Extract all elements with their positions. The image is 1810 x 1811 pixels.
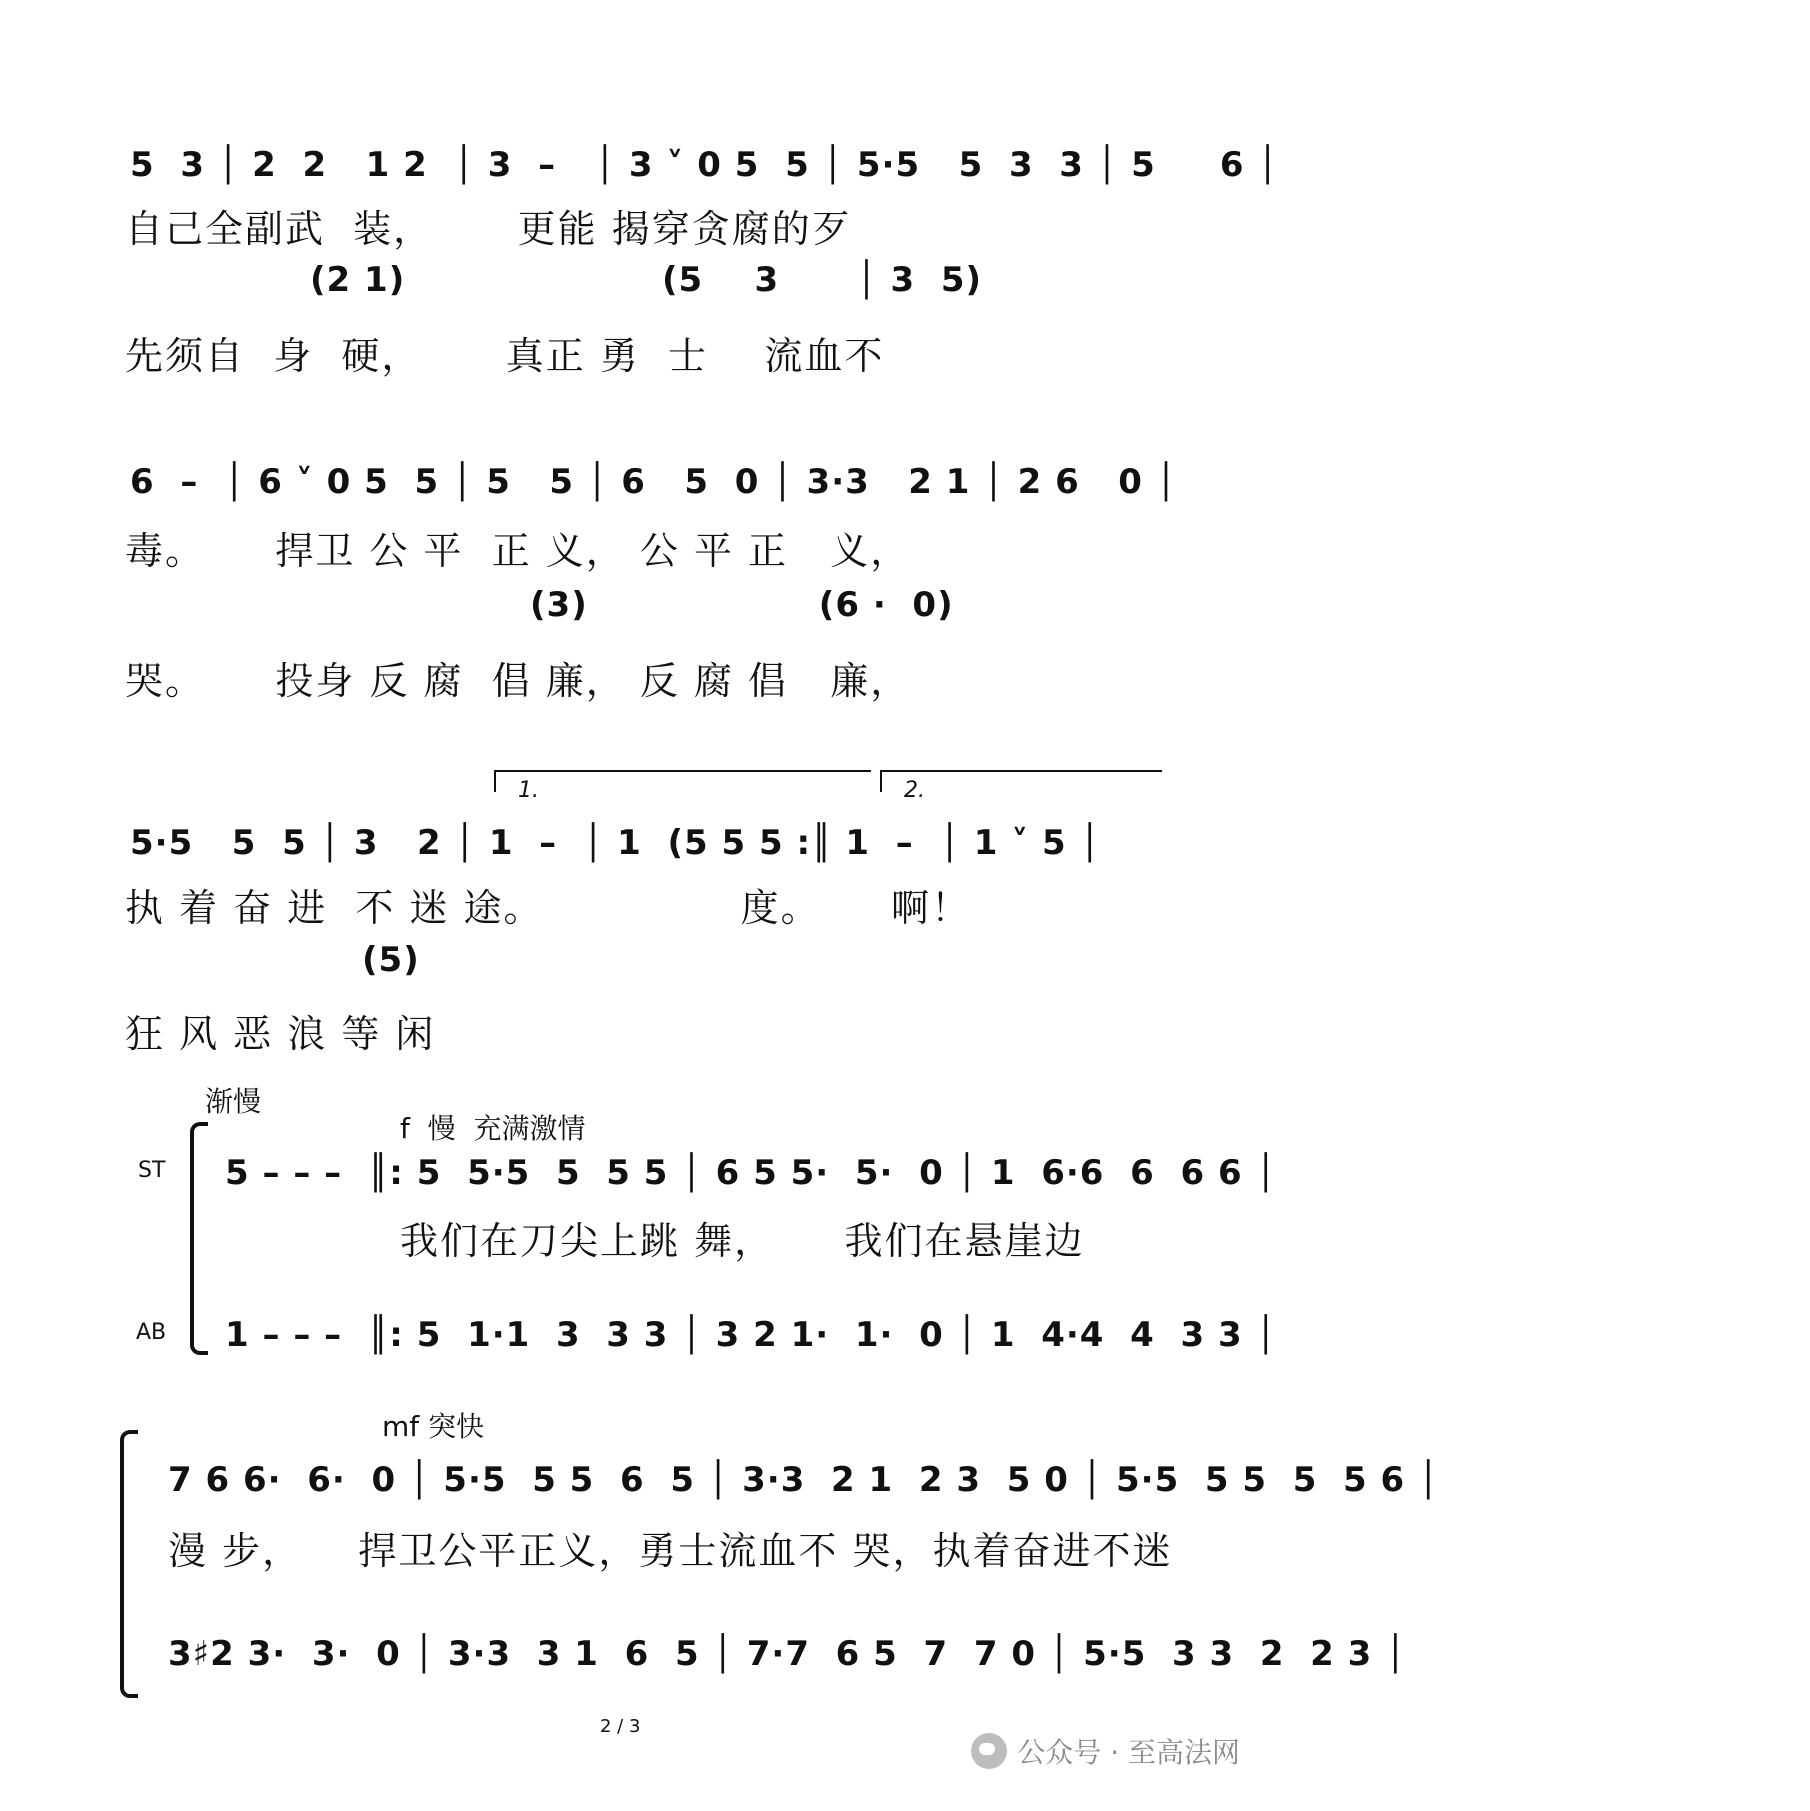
score-line-l3-paren: (5) <box>362 940 420 980</box>
score-line-tempo2: mf 突快 <box>382 1410 485 1443</box>
score-line-l2-notes: 6 – │ 6 ˅ 0 5 5 │ 5 5 │ 6 5 0 │ 3·3 2 1 │ 2 6 0 │ <box>130 462 1178 502</box>
watermark-text: 公众号 · 至高法网 <box>1017 1736 1240 1769</box>
page-number: 2 / 3 <box>600 1716 641 1737</box>
second-ending-bracket: 2. <box>880 770 1162 792</box>
score-line-a2-notes: 3♯2 3· 3· 0 │ 3·3 3 1 6 5 │ 7·7 6 5 7 7 0 │ 5·5 3 3 2 2 3 │ <box>168 1634 1407 1674</box>
score-line-st-label: ST <box>138 1158 166 1183</box>
wechat-icon <box>971 1733 1007 1769</box>
score-line-l1-lyr1: 自己全副武 装， 更能 揭穿贪腐的歹 <box>125 207 852 251</box>
score-line-l2-lyr1: 毒。 捍卫 公 平 正 义， 公 平 正 义， <box>125 529 911 573</box>
score-line-tempo1: f 慢 充满激情 <box>400 1112 586 1145</box>
score-line-l1-notes: 5 3 │ 2 2 1 2 │ 3 – │ 3 ˅ 0 5 5 │ 5·5 5 3 3 │ 5 6 │ <box>130 145 1279 185</box>
system-bracket <box>190 1122 208 1355</box>
score-line-s2-notes: 7 6 6· 6· 0 │ 5·5 5 5 6 5 │ 3·3 2 1 2 3 5 0 │ 5·5 5 5 5 5 6 │ <box>168 1460 1440 1500</box>
score-line-st-notes: 5 – – – ║: 5 5·5 5 5 5 │ 6 5 5· 5· 0 │ 1 6·6 6 6 6 │ <box>225 1153 1277 1193</box>
score-line-l2-paren: (3) (6 · 0) <box>530 585 954 625</box>
score-line-l1-paren: (2 1) (5 3 │ 3 5) <box>310 260 983 300</box>
score-line-l3-lyr2: 狂 风 恶 浪 等 闲 <box>125 1012 436 1056</box>
score-line-ab-label: AB <box>136 1320 167 1345</box>
score-line-s2-lyr: 漫 步， 捍卫公平正义，勇士流血不 哭，执着奋进不迷 <box>168 1529 1173 1573</box>
score-line-l3-lyr1: 执 着 奋 进 不 迷 途。 度。 啊！ <box>125 886 972 930</box>
score-line-rit: 渐慢 <box>205 1085 262 1118</box>
score-line-st-lyr: 我们在刀尖上跳 舞， 我们在悬崖边 <box>400 1219 1085 1263</box>
system-bracket-2 <box>120 1430 138 1698</box>
score-line-l1-lyr2: 先须自 身 硬， 真正 勇 士 流血不 <box>125 334 885 378</box>
first-ending-bracket: 1. <box>494 770 871 792</box>
score-line-ab-notes: 1 – – – ║: 5 1·1 3 3 3 │ 3 2 1· 1· 0 │ 1 4·4 4 3 3 │ <box>225 1315 1277 1355</box>
watermark <box>971 1731 1240 1771</box>
score-line-l3-notes: 5·5 5 5 │ 3 2 │ 1 – │ 1 (5 5 5 :║ 1 – │ 1 ˅ 5 │ <box>130 823 1102 863</box>
score-line-l2-lyr2: 哭。 投身 反 腐 倡 廉， 反 腐 倡 廉， <box>125 659 911 703</box>
